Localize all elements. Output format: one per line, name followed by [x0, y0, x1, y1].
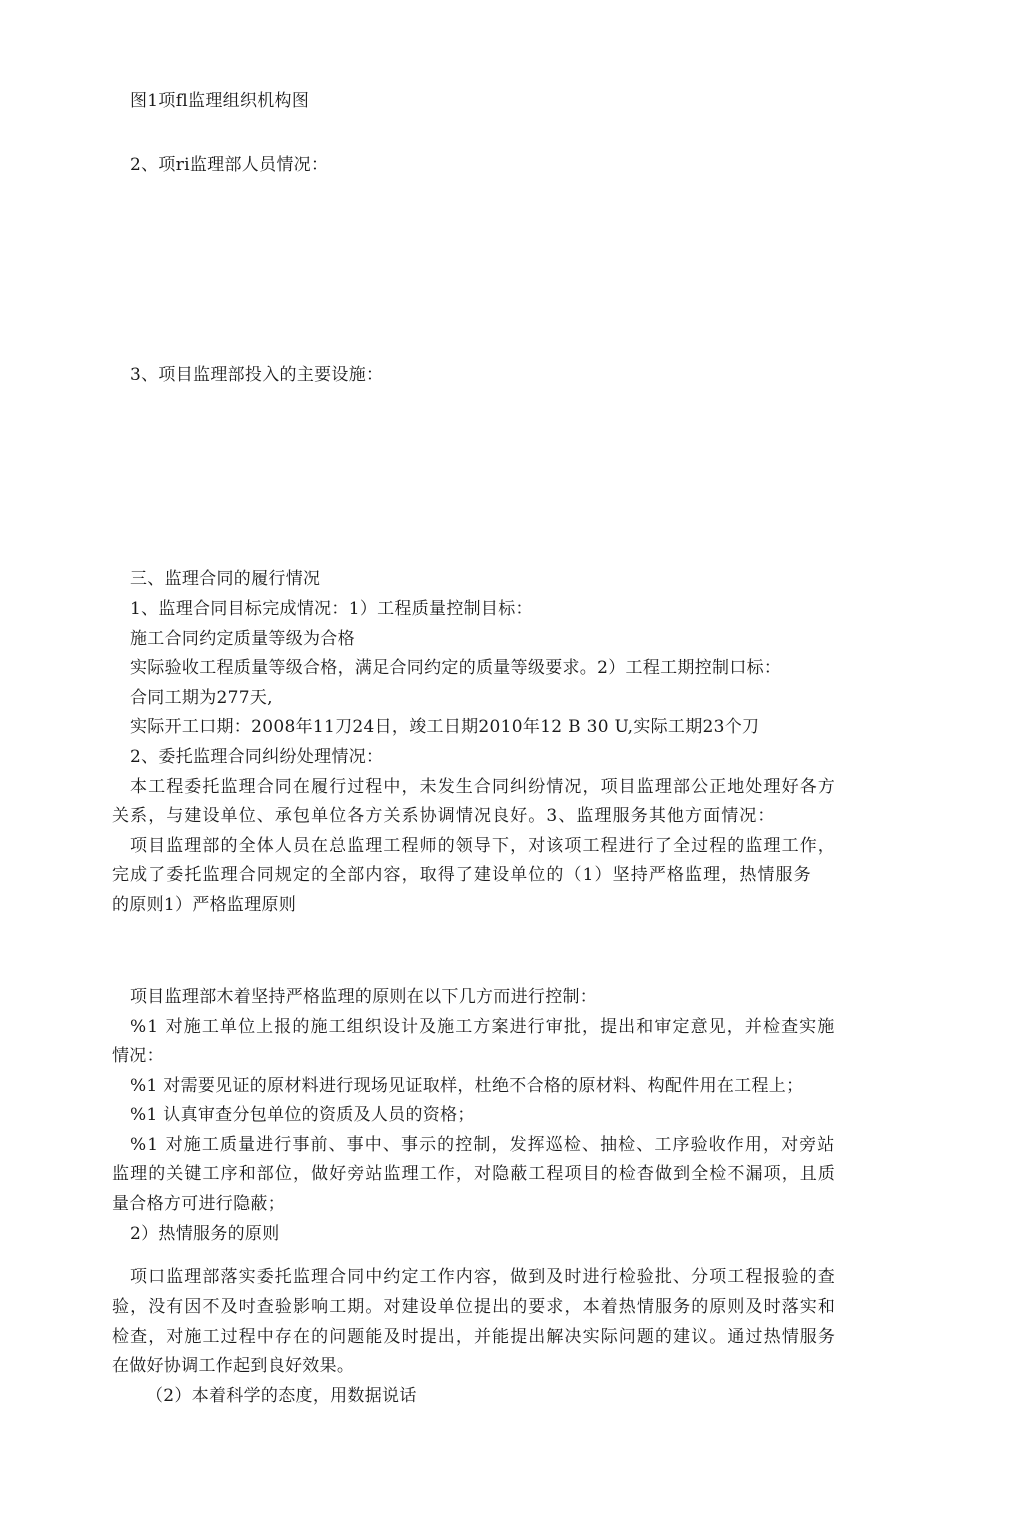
- paragraph-line: 完成了委托监理合同规定的全部内容，取得了建设单位的（1）坚持严格监理，热情服务: [112, 865, 812, 885]
- paragraph-line: 在做好协调工作起到良好效果。: [112, 1356, 355, 1376]
- list-item-continuation: 监理的关键工序和部位，做好旁站监理工作，对隐蔽工程项目的检杳做到全检不漏项，且质: [112, 1164, 836, 1184]
- subheading: （2）本着科学的态度，用数据说话: [146, 1386, 417, 1406]
- section-staff-title: 2、项ri监理部人员情况：: [130, 155, 329, 175]
- paragraph-line: 的原则1）严格监理原则: [112, 895, 297, 915]
- section-facilities-title: 3、项目监理部投入的主要设施：: [130, 365, 384, 385]
- list-item: %1 对施工质量进行事前、事中、事示的控制，发挥巡检、抽检、工序验收作用，对旁站: [130, 1135, 836, 1155]
- paragraph: 实际开工口期：2008年11刀24日，竣工日期2010年12 B 30 U,实际工期23个刀: [130, 717, 760, 737]
- paragraph: 合同工期为277天,: [130, 688, 273, 708]
- list-item-continuation: 情况：: [112, 1046, 164, 1066]
- subheading: 2）热情服务的原则: [130, 1224, 280, 1244]
- paragraph: 2、委托监理合同纠纷处理情况：: [130, 747, 384, 767]
- paragraph: 项目监理部木着坚持严格监理的原则在以下几方而进行控制：: [130, 987, 598, 1007]
- paragraph-line: 本工程委托监理合同在履行过程中，未发生合同纠纷情况，项目监理部公正地处理好各方: [130, 777, 836, 797]
- figure-caption: 图1项fl监理组织机构图: [130, 91, 310, 111]
- paragraph-line: 项目监理部的全体人员在总监理工程师的领导下，对该项工程进行了全过程的监理工作，: [130, 836, 836, 856]
- list-item: %1 对需要见证的原材料进行现场见证取样，杜绝不合格的原材料、构配件用在工程上；: [130, 1076, 804, 1096]
- paragraph: 1、监理合同目标完成情况：1）工程质量控制目标：: [130, 599, 533, 619]
- list-item: %1 对施工单位上报的施工组织设计及施工方案进行审批，提出和审定意见，并检查实施: [130, 1017, 836, 1037]
- list-item-continuation: 量合格方可进行隐蔽；: [112, 1194, 285, 1214]
- paragraph: 施工合同约定质量等级为合格: [130, 629, 355, 649]
- paragraph-line: 项口监理部落实委托监理合同中约定工作内容，做到及时进行检验批、分项工程报验的查: [130, 1267, 836, 1287]
- paragraph: 实际验收工程质量等级合格，满足合同约定的质量等级要求。2）工程工期控制口标：: [130, 658, 782, 678]
- part-three-heading: 三、监理合同的履行情况: [130, 569, 321, 589]
- paragraph-line: 关系，与建设单位、承包单位各方关系协调情况良好。3、监理服务其他方面情况：: [112, 806, 776, 826]
- paragraph-line: 验，没有因不及吋查验影响工期。对建设单位提出的要求，本着热情服务的原则及时落实和: [112, 1297, 836, 1317]
- list-item: %1 认真审查分包单位的资质及人员的资格；: [130, 1105, 475, 1125]
- paragraph-line: 检查，对施工过程中存在的问题能及时提出，并能提出解决实际问题的建议。通过热情服务: [112, 1327, 836, 1347]
